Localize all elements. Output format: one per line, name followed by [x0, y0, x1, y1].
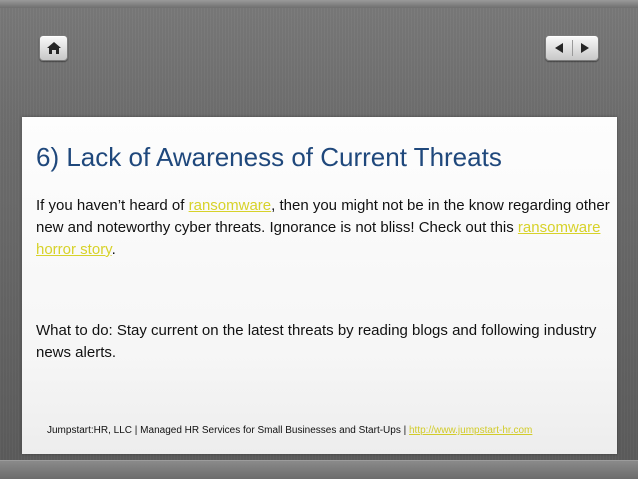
home-button[interactable] [39, 35, 68, 61]
ransomware-horror-story-link[interactable]: ransomware horror story [36, 219, 601, 258]
footer-website-link[interactable]: http://www.jumpstart-hr.com [409, 425, 533, 436]
triangle-left-icon [554, 42, 564, 54]
previous-slide-button[interactable] [546, 36, 572, 60]
paragraph-intro-end: . [111, 241, 116, 258]
footer-text: Jumpstart:HR, LLC | Managed HR Services for Small Businesses and Start-Ups | [47, 425, 409, 436]
bottom-bar [0, 460, 638, 479]
slide-pager [545, 35, 599, 61]
paragraph-what-to-do: What to do: Stay current on the latest threats by reading blogs and following industry news alerts. [36, 322, 597, 361]
next-slide-button[interactable] [573, 36, 599, 60]
footer [47, 425, 532, 436]
home-icon [46, 41, 62, 55]
paragraph-intro-text: If you haven’t heard of [36, 197, 189, 214]
ransomware-link[interactable]: ransomware [188, 197, 272, 214]
slide-title: 6) Lack of Awareness of Current Threats [36, 142, 502, 172]
paragraph-intro-text-continued: , then you might not be in the know regarding other new and noteworthy cyber threats. Ignorance is not bliss! Check out this [36, 197, 610, 236]
paragraph-intro [36, 195, 611, 261]
triangle-right-icon [580, 42, 590, 54]
top-bevel [0, 0, 638, 8]
